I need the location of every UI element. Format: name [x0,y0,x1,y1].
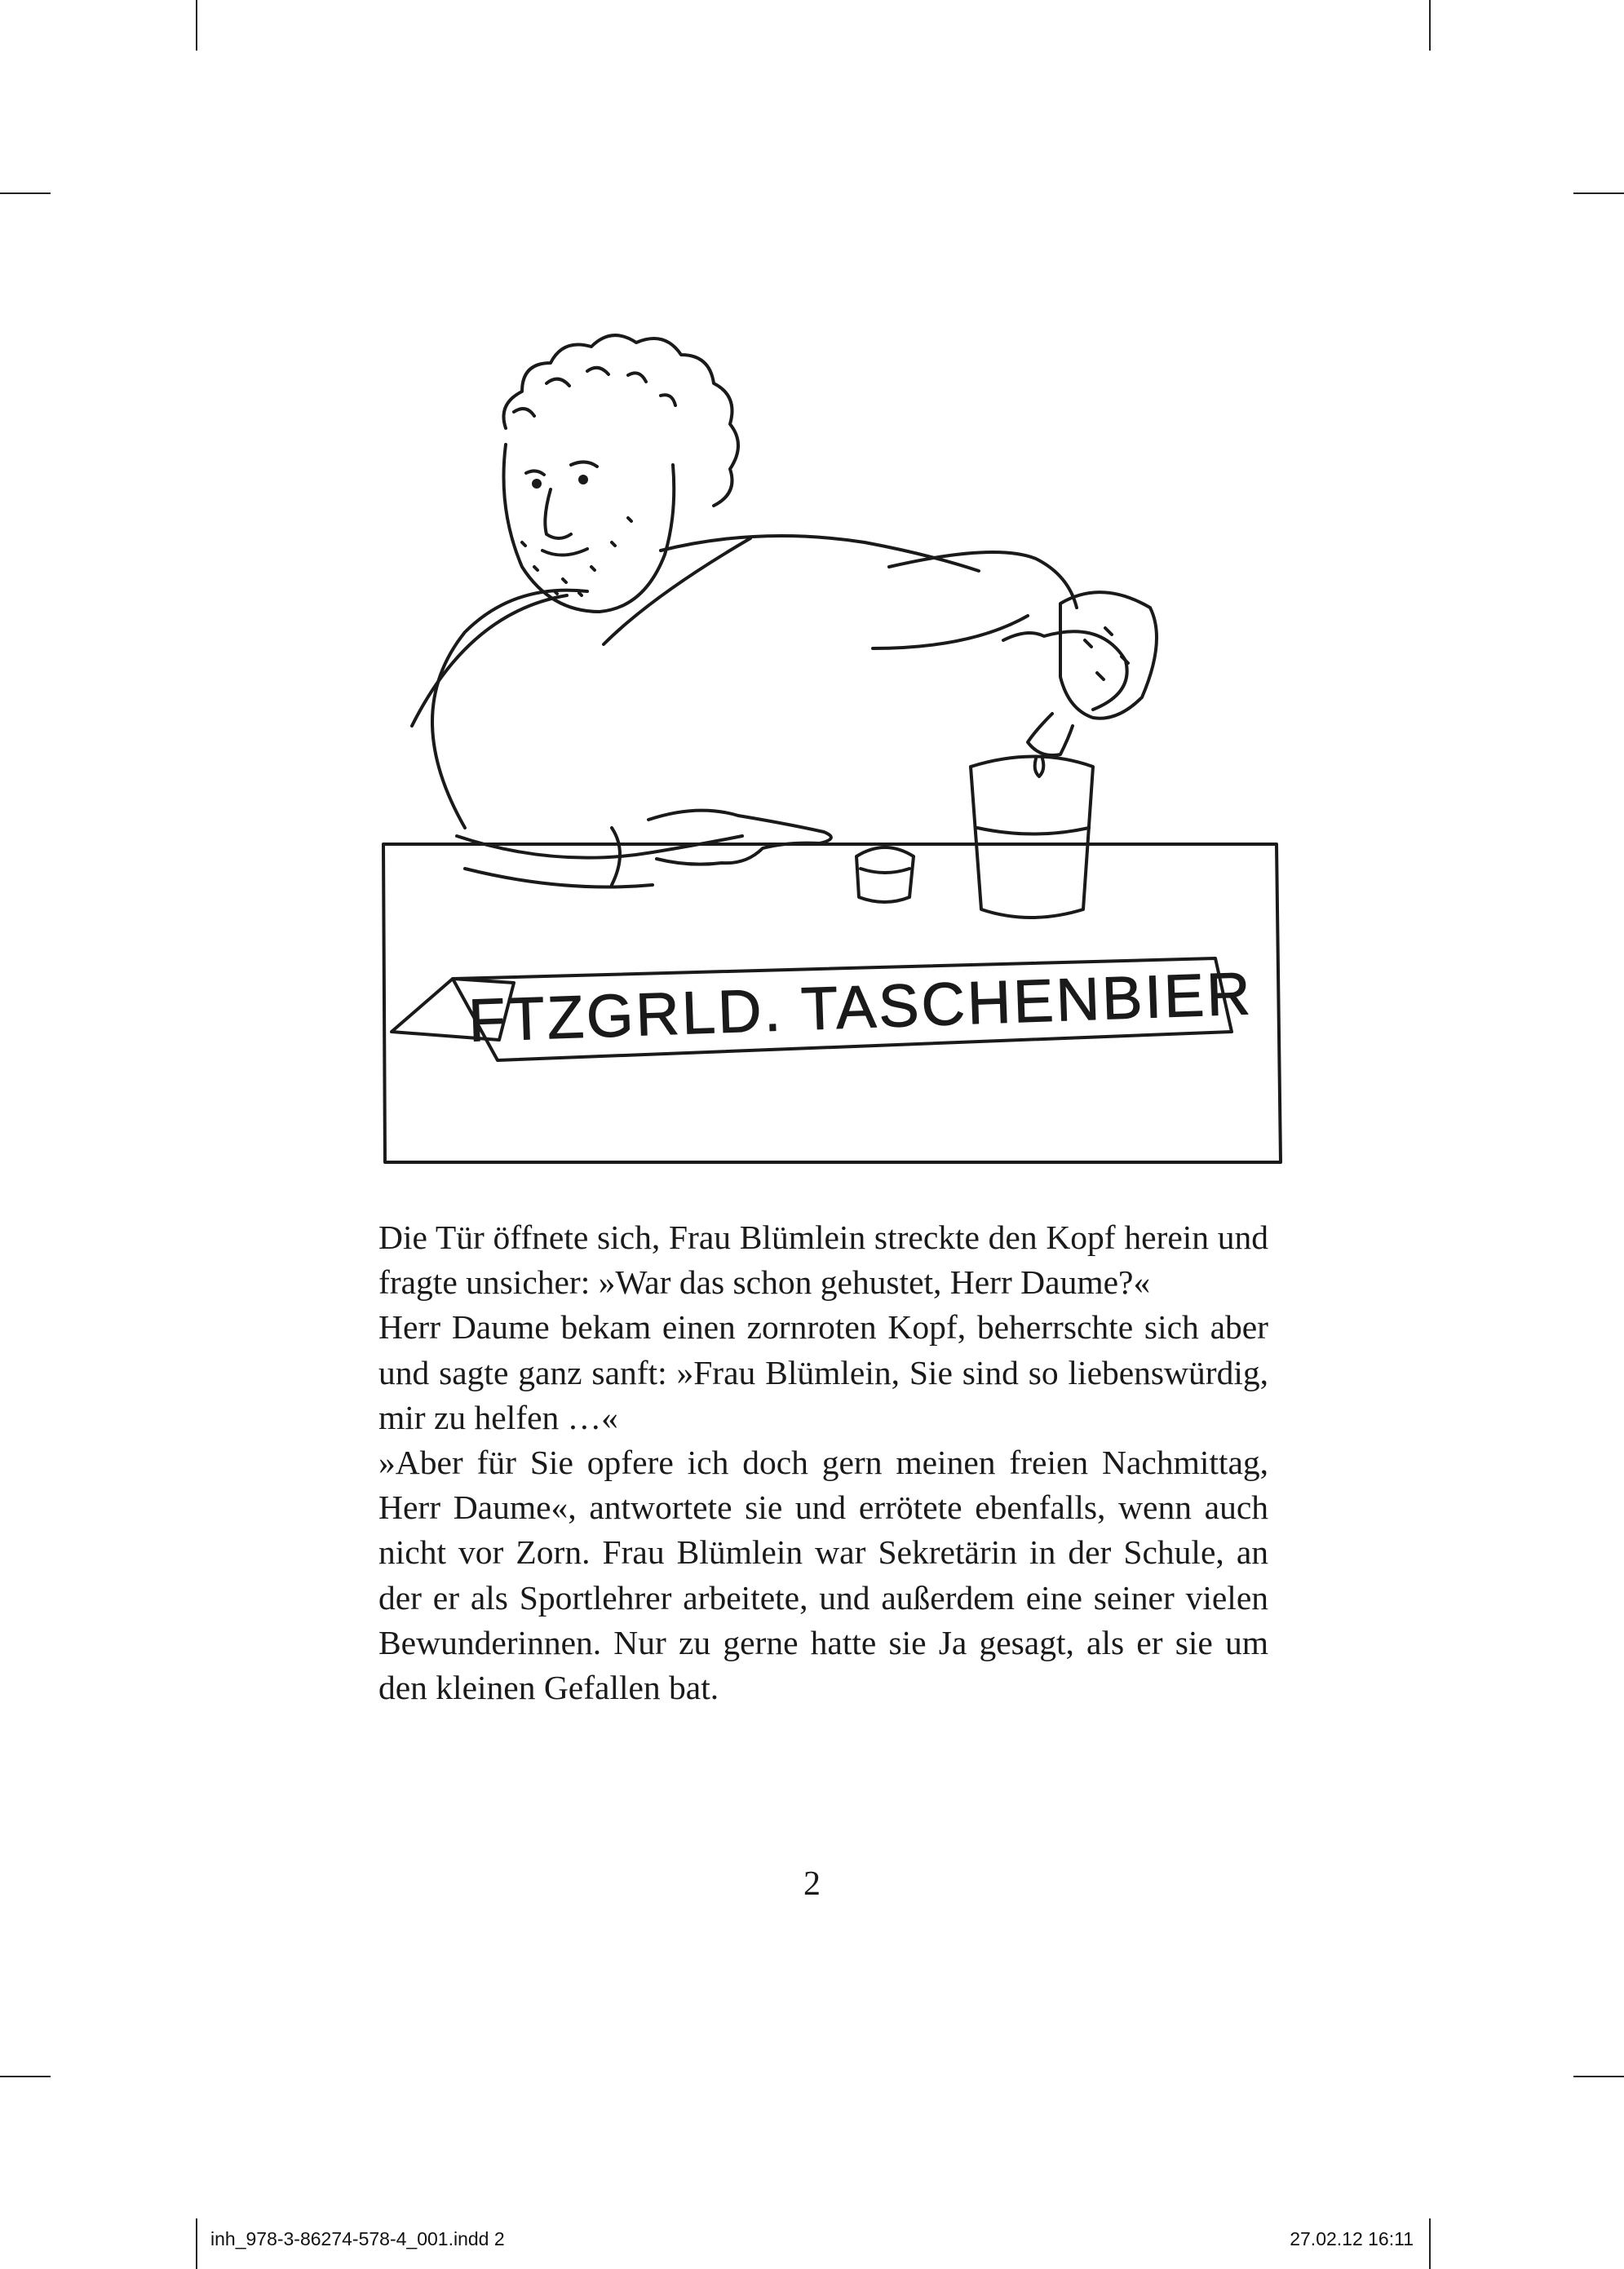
body-text [378,1215,1268,1710]
crop-mark [196,2218,197,2269]
torso [432,536,979,828]
nose [545,489,571,538]
mouth [542,549,587,555]
face-outline [504,445,675,612]
cup [971,757,1093,918]
crop-mark [1573,192,1624,194]
crop-mark [1429,2218,1431,2269]
crop-mark [1429,0,1431,51]
right-hand [1003,631,1127,710]
crop-mark [196,0,197,51]
bottle [1060,592,1157,719]
crop-mark [0,192,51,194]
crop-mark [1573,2076,1624,2077]
paragraph-3: »Aber für Sie opfere ich doch gern meinen freien Nachmittag, Herr Daume«, antwortete sie und errötete ebenfalls, wenn auch nicht vor Zorn. Frau Blümlein war Sekretärin in der Schule, an der er als Sportlehrer arbeitete, und außerdem eine seiner vielen Bewunderinnen. Nur zu gerne hatte sie Ja gesagt, als er sie um den kleinen Gefallen bat. [378,1444,1268,1707]
slug-file: inh_978-3-86274-578-4_001.indd 2 [210,2228,505,2249]
crop-mark [0,2076,51,2077]
illustration-drawing [367,306,1297,1170]
illustration [367,306,1297,1170]
paragraph-2: Herr Daume bekam einen zornroten Kopf, beherrschte sich aber und sagte ganz sanft: »Frau Blümlein, Sie sind so liebenswürdig, mir zu helfen …« [378,1308,1268,1436]
drop [1035,759,1044,776]
page-number: 2 [803,1865,821,1903]
nameplate-text: FTZGRLD. TASCHENBIER [467,959,1255,1055]
paragraph-1: Die Tür öffnete sich, Frau Blümlein streckte den Kopf herein und fragte unsicher: »War das schon gehustet, Herr Daume?« [378,1219,1268,1302]
slug-datetime: 27.02.12 16:11 [1290,2228,1414,2249]
chocolate [856,847,914,902]
